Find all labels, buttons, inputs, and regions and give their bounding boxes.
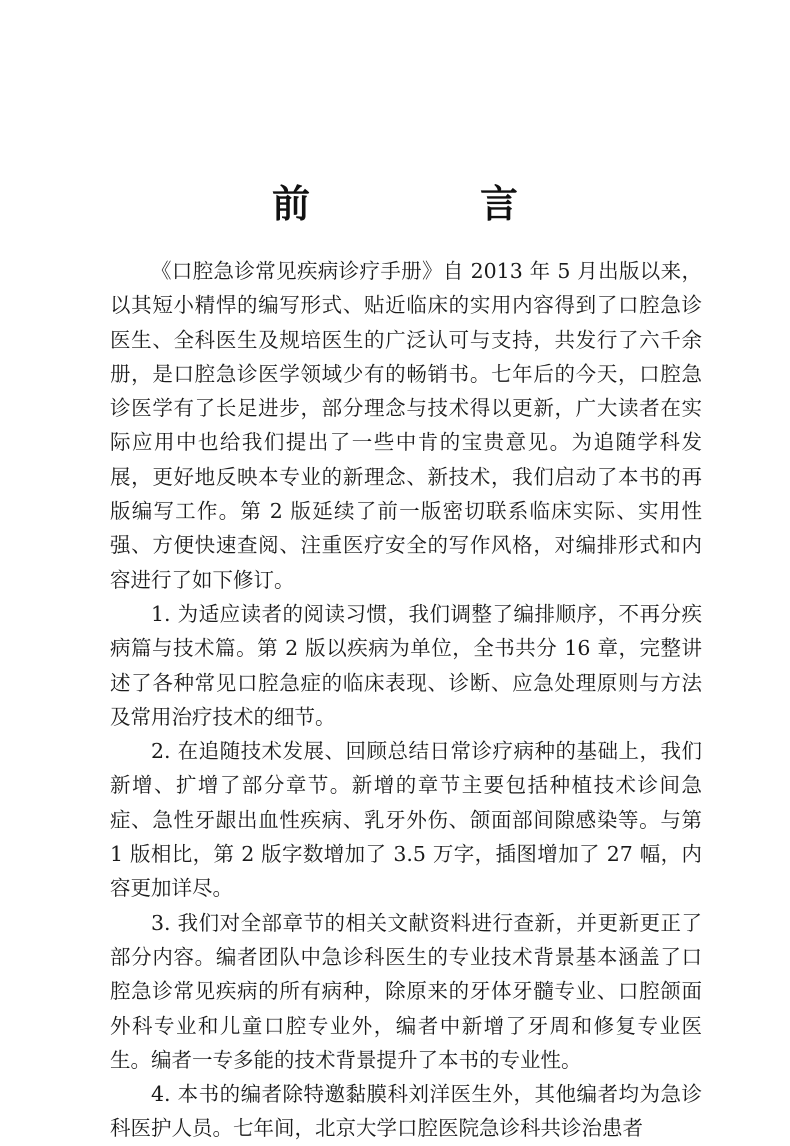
page-title: 前 言	[271, 181, 584, 226]
paragraph-item-1: 1. 为适应读者的阅读习惯，我们调整了编排顺序，不再分疾病篇与技术篇。第 2 版以疾病为单位，全书共分 16 章，完整讲述了各种常见口腔急症的临床表现、诊断、应急处理原则与方法及常用治疗技术的细节。	[110, 601, 702, 729]
paragraph-intro: 《口腔急诊常见疾病诊疗手册》自 2013 年 5 月出版以来，以其短小精悍的编写形式、贴近临床的实用内容得到了口腔急诊医生、全科医生及规培医生的广泛认可与支持，共发行了六千余册，是口腔急诊医学领域少有的畅销书。七年后的今天，口腔急诊医学有了长足进步，部分理念与技术得以更新，广大读者在实际应用中也给我们提出了一些中肯的宝贵意见。为追随学科发展，更好地反映本专业的新理念、新技术，我们启动了本书的再版编写工作。第 2 版延续了前一版密切联系临床实际、实用性强、方便快速查阅、注重医疗安全的写作风格，对编排形式和内容进行了如下修订。	[110, 259, 702, 592]
paragraph-item-4: 4. 本书的编者除特邀黏膜科刘洋医生外，其他编者均为急诊科医护人员。七年间，北京大学口腔医院急诊科共诊治患者	[110, 1082, 702, 1141]
preface-body	[110, 254, 702, 1146]
paragraph-item-3: 3. 我们对全部章节的相关文献资料进行查新，并更新更正了部分内容。编者团队中急诊科医生的专业技术背景基本涵盖了口腔急诊常见疾病的所有病种，除原来的牙体牙髓专业、口腔颌面外科专业和儿童口腔专业外，编者中新增了牙周和修复专业医生。编者一专多能的技术背景提升了本书的专业性。	[110, 910, 702, 1072]
paragraph-item-2: 2. 在追随技术发展、回顾总结日常诊疗病种的基础上，我们新增、扩增了部分章节。新增的章节主要包括种植技术诊间急症、急性牙龈出血性疾病、乳牙外伤、颌面部间隙感染等。与第 1 版相比，第 2 版字数增加了 3.5 万字，插图增加了 27 幅，内容更加详尽。	[110, 739, 702, 901]
